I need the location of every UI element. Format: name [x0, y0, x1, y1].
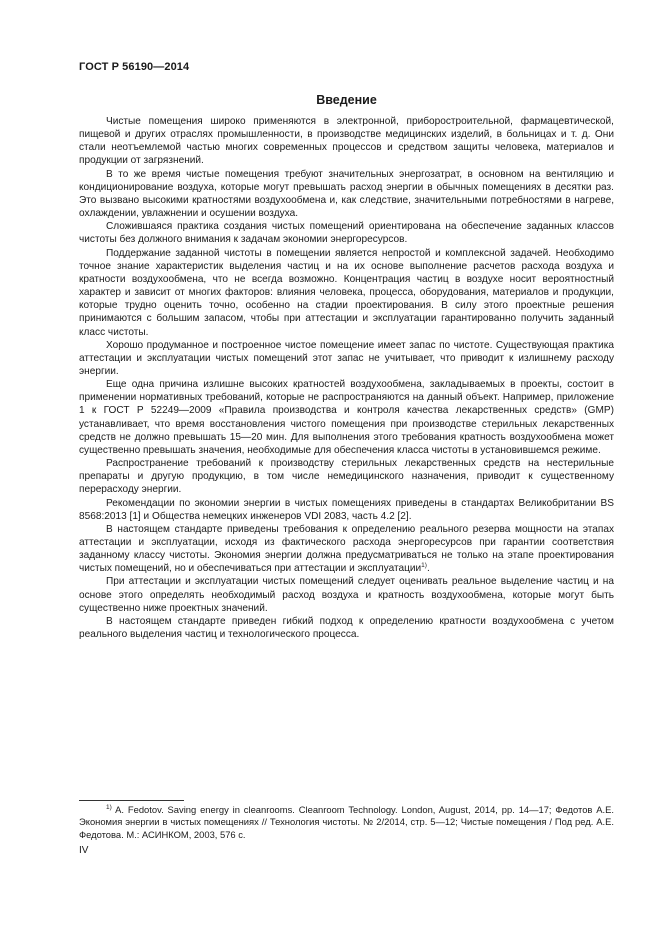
paragraph: Распространение требований к производству стерильных лекарственных средств на нестерильные препараты и другую продукцию, в том числе немедицинского назначения, приводит к существенному перерасходу энергии.	[79, 458, 614, 496]
paragraph: В то же время чистые помещения требуют значительных энергозатрат, в основном на вентиляцию и кондиционирование воздуха, которые могут превышать расход энергии в обычных помещениях в десятки раз. Это вызвано высокими кратностями воздухообмена и, как следствие, значительными потребностями в нагреве, охлаждении, увлажнении и осушении воздуха.	[79, 168, 614, 220]
footnote-text: A. Fedotov. Saving energy in cleanrooms. Cleanroom Technology. London, August, 2014, pp. 14—17; Федотов А.Е. Экономия энергии в чистых помещениях // Технология чистоты. № 2/2014, стр. 5—12; Чистые помещения / Под ред. А.Е. Федотова. М.: АСИНКОМ, 2003, 576 с.	[79, 804, 614, 840]
paragraph-text: В настоящем стандарте приведены требования к определению реального резерва мощности на этапах аттестации и эксплуатации, исходя из фактического расхода энергоресурсов при гарантии соответствия заданному классу чистоты. Экономия энергии должна предусматриваться не только на этапе проектирования чистых помещений, но и обеспечиваться при аттестации и эксплуатации	[79, 523, 614, 575]
page-number: IV	[79, 845, 89, 856]
footnote-marker: 1)	[106, 804, 112, 811]
section-title: Введение	[316, 93, 377, 107]
footnote-reference: 1)	[421, 562, 427, 570]
paragraph: В настоящем стандарте приведен гибкий подход к определению кратности воздухообмена с учетом реального выделения частиц и технологического процесса.	[79, 615, 614, 641]
paragraph: При аттестации и эксплуатации чистых помещений следует оценивать реальное выделение частиц и на основе этого определять необходимый расход воздуха и кратность воздухообмена, которые могут быть существенно ниже проектных значений.	[79, 576, 614, 614]
paragraph: Хорошо продуманное и построенное чистое помещение имеет запас по чистоте. Существующая практика аттестации и эксплуатации чистых помещений этот запас не учитывает, что приводит к излишнему расходу энергии.	[79, 339, 614, 377]
document-code-header: ГОСТ Р 56190—2014	[79, 61, 190, 73]
paragraph: Сложившаяся практика создания чистых помещений ориентирована на обеспечение заданных классов чистоты без должного внимания к задачам экономии энергоресурсов.	[79, 221, 614, 246]
paragraph: Еще одна причина излишне высоких кратностей воздухообмена, закладываемых в проекты, состоит в применении нормативных требований, которые не распространяются на данный объект. Например, приложение 1 к ГОСТ Р 52249—2009 «Правила производства и контроля качества лекарственных средств» (GMP) устанавливает, что время восстановления чистого помещения при производстве стерильных лекарственных средств не должно превышать 15—20 мин. Для выполнения этого требования кратность воздухообмена может существенно превышать значения, необходимые для обеспечения класса чистоты в установившемся режиме.	[79, 379, 614, 456]
paragraph: Поддержание заданной чистоты в помещении является непростой и комплексной задачей. Необходимо точное знание характеристик выделения частиц и на их основе выполнение расчетов расхода воздуха и кратности воздухообмена, что не всегда возможно. Концентрация частиц в воздухе носит вероятностный характер и зависит от многих факторов: влияния человека, процесса, оборудования, материалов и продукции, которые трудно оценить точно, особенно на стадии проектирования. В силу этого проектные решения принимаются с большим запасом, чтобы при аттестации и эксплуатации гарантированно получить заданный класс чистоты.	[79, 247, 614, 338]
introduction-body	[79, 115, 614, 641]
paragraph-with-footnote: В настоящем стандарте приведены требования к определению реального резерва мощности на этапах аттестации и эксплуатации, исходя из фактического расхода энергоресурсов при гарантии соответствия заданному классу чистоты. Экономия энергии должна предусматриваться не только на этапе проектирования чистых помещений, но и обеспечиваться при аттестации и эксплуатации$^{1)}$.	[79, 523, 614, 575]
footnote-separator	[79, 800, 184, 801]
footnote	[79, 804, 614, 841]
paragraph: Чистые помещения широко применяются в электронной, приборостроительной, фармацевтической, пищевой и других отраслях промышленности, в производстве медицинских изделий, в больницах и т. д. Они стали неотъемлемой частью многих современных процессов и средством защиты человека, материалов и продукции от загрязнений.	[79, 116, 614, 167]
paragraph: Рекомендации по экономии энергии в чистых помещениях приведены в стандартах Великобритании BS 8568:2013 [1] и Общества немецких инженеров VDI 2083, часть 4.2 [2].	[79, 497, 614, 522]
